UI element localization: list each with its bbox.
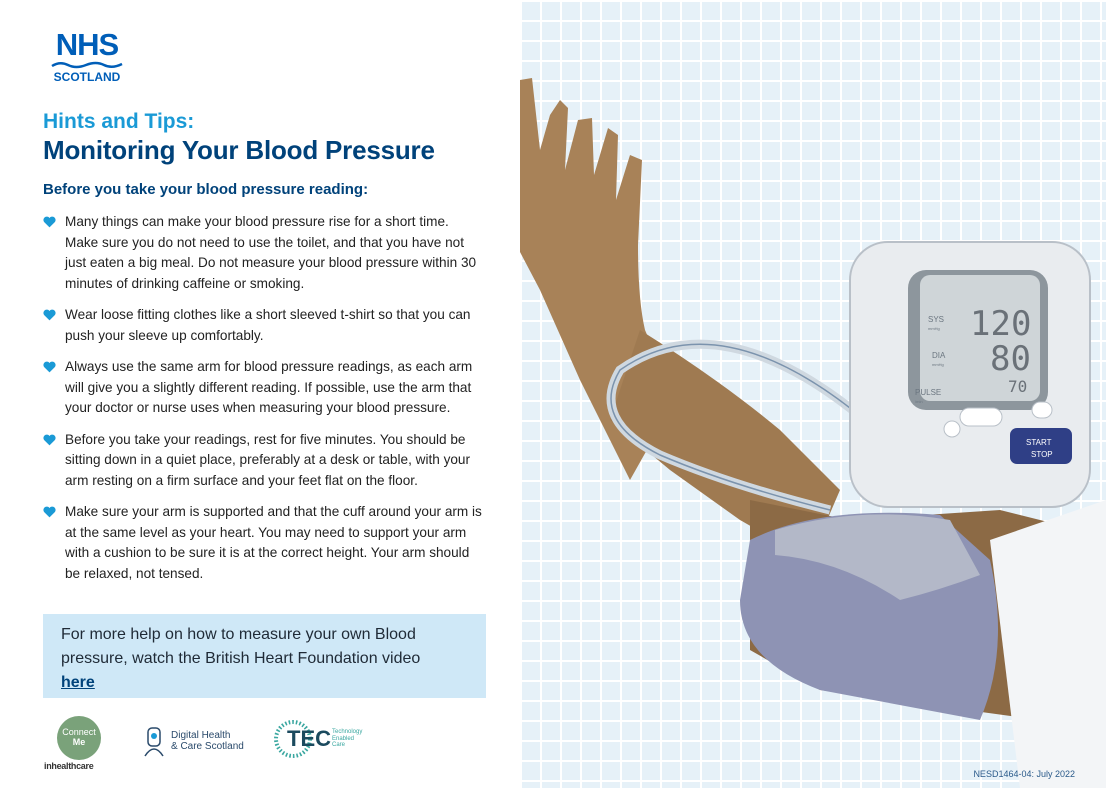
blood-pressure-illustration — [520, 0, 1106, 788]
tec-text: TEC — [287, 726, 331, 751]
tip-text: Wear loose fitting clothes like a short sleeved t-shirt so that you can push your sleeve up comfortably. — [65, 307, 471, 343]
dhcs-icon — [143, 726, 165, 758]
heart-icon — [43, 216, 56, 228]
illustration-panel — [520, 0, 1106, 788]
help-text: For more help on how to measure your own Blood pressure, watch the British Heart Foundation video — [61, 626, 421, 667]
dhcs-line2: & Care Scotland — [171, 741, 244, 752]
tec-small-1: Technology — [332, 729, 363, 735]
heart-icon — [43, 309, 56, 321]
title-small: Hints and Tips: — [43, 110, 195, 133]
connect-text: Connect — [62, 727, 96, 737]
pulse-unit: /min — [915, 399, 923, 404]
tip-text: Before you take your readings, rest for five minutes. You should be sitting down in a quiet place, preferably at a desk or table, with your arm resting on a firm surface and your feet flat on the floor. — [65, 431, 471, 488]
sys-unit: mmHg — [928, 326, 940, 331]
connect-me-circle — [57, 716, 101, 760]
dhcs-text — [171, 730, 244, 752]
tip-text: Many things can make your blood pressure rise for a short time. Make sure you do not need to use the toilet, and that you have not just eaten a big meal. Do not measure your blood pressure within 30 minutes of drinking caffeine or smoking. — [65, 214, 477, 291]
dia-value: 80 — [990, 339, 1031, 379]
dhcs-line1: Digital Health — [171, 730, 231, 741]
list-item — [43, 357, 483, 419]
connect-me-logo — [44, 716, 106, 772]
tec-small-2: Enabled — [332, 735, 355, 742]
nhs-scotland-logo — [47, 27, 127, 84]
dhcs-logo — [143, 726, 263, 758]
inhealthcare-text: inhealthcare — [44, 761, 94, 771]
heart-icon — [43, 361, 56, 373]
tip-text: Always use the same arm for blood pressure readings, as each arm will give you a slightly different reading. If possible, use the arm that your doctor or nurse uses when measuring your blood pressure. — [65, 359, 473, 415]
sys-value: 120 — [970, 304, 1032, 344]
stop-label: STOP — [1031, 450, 1053, 459]
side-button — [1032, 402, 1052, 418]
sys-label: SYS — [928, 315, 945, 324]
power-button — [944, 421, 960, 437]
logo-wave-icon — [50, 61, 124, 69]
content-panel — [0, 0, 520, 788]
start-label: START — [1026, 438, 1052, 447]
me-text: Me — [72, 737, 86, 747]
tec-logo — [272, 718, 372, 760]
sleeve — [990, 500, 1106, 788]
tec-small-text — [332, 729, 362, 749]
help-box — [43, 614, 486, 698]
list-item — [43, 502, 483, 584]
pulse-value: 70 — [1008, 377, 1028, 396]
tip-text: Make sure your arm is supported and that the cuff around your arm is at the same level as your heart. You may need to support your arm with a cushion to be sure it is at the correct height. Your arm should be relaxed, not tensed. — [65, 504, 482, 581]
list-item — [43, 212, 483, 294]
tec-small-3: Care — [332, 742, 346, 748]
dia-unit: mmHg — [932, 362, 944, 367]
nav-button — [960, 408, 1002, 426]
dia-label: DIA — [932, 351, 946, 360]
page-title: Monitoring Your Blood Pressure — [43, 135, 435, 165]
heart-icon — [43, 434, 56, 446]
list-item — [43, 305, 483, 346]
video-link[interactable]: here — [61, 674, 95, 691]
list-item — [43, 430, 483, 492]
pulse-label: PULSE — [915, 388, 942, 397]
logo-nhs-text: NHS — [55, 27, 119, 62]
document-code: NESD1464-04: July 2022 — [973, 769, 1075, 779]
tips-list — [43, 212, 483, 595]
logo-scotland-text: SCOTLAND — [53, 70, 121, 84]
heart-icon — [43, 506, 56, 518]
subheading: Before you take your blood pressure reading: — [43, 181, 369, 198]
